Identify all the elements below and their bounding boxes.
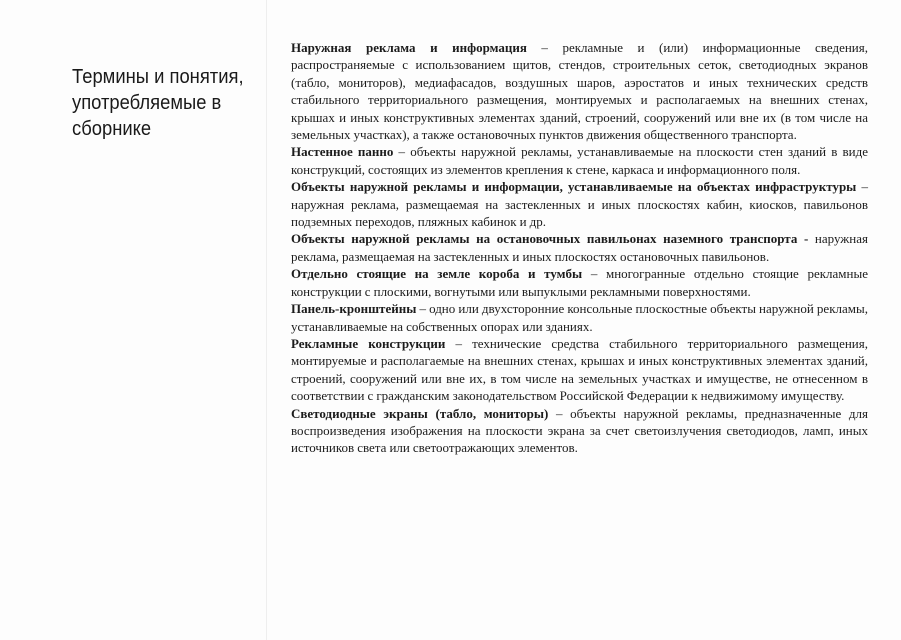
glossary-definition: – многогранные отдельно стоящие рекламные конструкции с плоскими, вогнутыми или выпуклыми рекламными поверхностями.	[291, 266, 868, 299]
glossary-entry-wall-panel	[291, 143, 868, 178]
glossary-definition: – рекламные и (или) информационные сведения, распространяемые с использованием щитов, стендов, строительных сеток, светодиодных экранов (табло, мониторов), медиафасадов, воздушных шаров, аэростатов и иных технических средств стабильного территориального размещения, монтируемых и располагаемых на внешних стенах, крышах и иных конструктивных элементах зданий, строений, сооружений или вне их (в том числе на земельных участках), а также остановочных пунктов движения общественного транспорта.	[291, 40, 868, 143]
page-margin-divider	[266, 0, 267, 640]
glossary-entry-transit-pavilions	[291, 230, 868, 265]
glossary-definition: – технические средства стабильного территориального размещения, монтируемые и располагаемые на внешних стенах, крышах и иных конструктивных элементах зданий, строений, сооружений или вне их, в том числе на земельных участках и имуществе, не отнесенном в соответствии с гражданским законодательством Российской Федерации к недвижимому имуществу.	[291, 335, 868, 404]
glossary-term: Объекты наружной рекламы на остановочных павильонах наземного транспорта -	[291, 231, 809, 247]
glossary-term: Объекты наружной рекламы и информации, устанавливаемые на объектах инфраструктуры	[291, 179, 857, 195]
section-title-line-1: Термины и понятия,	[72, 66, 244, 88]
glossary-entry-boxes-and-pedestals	[291, 265, 868, 300]
glossary-entry-panel-brackets	[291, 300, 868, 335]
glossary-term: Рекламные конструкции	[291, 335, 446, 351]
section-title-line-3: сборнике	[72, 118, 152, 140]
glossary-definition: – одно или двухсторонние консольные плоскостные объекты наружной рекламы, устанавливаемые на собственных опорах или зданиях.	[291, 301, 868, 334]
glossary-term: Настенное панно	[291, 144, 394, 160]
glossary-definition: – объекты наружной рекламы, предназначенные для воспроизведения изображения на плоскости экрана за счет светоизлучения светодиодов, ламп, иных источников света или светоотражающих элементов.	[291, 405, 868, 456]
glossary-definition: – объекты наружной рекламы, устанавливаемые на плоскости стен зданий в виде конструкций, состоящих из элементов крепления к стене, каркаса и информационного поля.	[291, 144, 868, 177]
glossary-term: Светодиодные экраны (табло, мониторы)	[291, 405, 549, 421]
glossary-term: Отдельно стоящие на земле короба и тумбы	[291, 266, 583, 282]
glossary-entry-led-screens	[291, 405, 868, 457]
glossary-entry-advertising-structures	[291, 335, 868, 405]
section-title-line-2: употребляемые в	[72, 92, 222, 114]
glossary-entry-outdoor-advertising	[291, 39, 868, 143]
glossary-definition: – наружная реклама, размещаемая на застекленных и иных плоскостях кабин, киосков, павильонов подземных переходов, пляжных кабинок и др.	[291, 179, 868, 230]
glossary-body	[291, 39, 868, 457]
glossary-term: Наружная реклама и информация	[291, 40, 527, 55]
glossary-definition: наружная реклама, размещаемая на застекленных и иных плоскостях остановочных павильонов.	[291, 231, 868, 264]
section-title	[72, 64, 247, 142]
glossary-term: Панель-кронштейны	[291, 301, 417, 317]
glossary-entry-infrastructure-objects	[291, 178, 868, 230]
